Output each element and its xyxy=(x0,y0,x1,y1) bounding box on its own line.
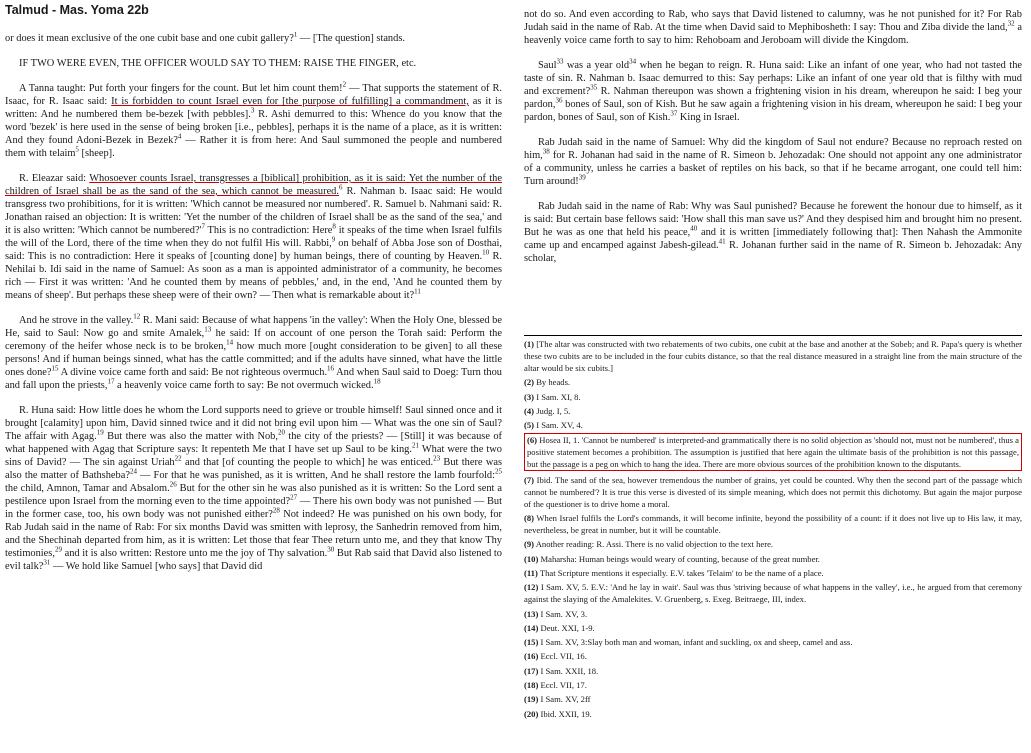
footnote: (18) Eccl. VII, 17. xyxy=(524,680,587,691)
footnote: (13) I Sam. XV, 3. xyxy=(524,608,588,619)
highlighted-footnote: (6) Hosea II, 1. 'Cannot be numbered' is interpreted-and grammatically there is no solid objection as 'should not, must not be numbered', thus a positive statement becomes a prohibition. The assumption is justified that here again the ultimate basis of the prohibition is not this passage, but the passage is a peg on which to hang the idea. There are more obvious sources of the prohibition known to the disputants. xyxy=(524,433,1022,471)
paragraph: not do so. And even according to Rab, who says that David listened to calumny, was he not punished for it? For Rab Judah said in the name of Rab. At the time when David said to Mephibosheth: I say: Thou and Ziba divide the land,$^{32}$ a heavenly voice came forth to say to him: Rehoboam and Jeroboam will divide the Kingdom. xyxy=(524,9,1022,46)
paragraph: or does it mean exclusive of the one cubit base and one cubit gallery?$^1$ — [The question] stands. xyxy=(5,32,405,44)
paragraph: Rab Judah said in the name of Samuel: Why did the kingdom of Saul not endure? Because no reproach rested on him,$^{38}$ for R. Johanan had said in the name of R. Simeon b. Jehozadak: One should not appoint any one administrator of a community, unless he carries a basket of reptiles on his back, so that if he became arrogant, one could tell him: Turn around!$^{39}$ xyxy=(524,137,1022,187)
paragraph: R. Eleazar said: Whosoever counts Israel, transgresses a [biblical] prohibition, as it is said: Yet the number of the children of Israel shall be as the sand of the sea, which cannot be measured.$^6$ R. Nahman b. Isaac said: He would transgress two prohibitions, for it is written: 'Which cannot be measured nor numbered'. R. Samuel b. Nahmani said: R. Jonathan raised an objection: It is written: 'Yet the number of the children of Israel shall be as the sand of the sea,' and it is also written: 'Which cannot be $numbered?'^7$ This is no contradiction: Here$^8$ it speaks of the time when Israel fulfils the will of the Lord, there of the time when they do not fulfil His will. Rabbi,$^9$ on behalf of Abba Jose son of Dosthai, said: This is no contradiction: Here it speaks of [counting done] by human beings, there of counting by Heaven.$^{10}$ R. Nehilai b. Idi said in the name of Samuel: As soon as a man is appointed administrator of a community, he becomes rich — First it was written: 'And he counted them by means of pebbles,' and, in the end, 'And he counted them by means of sheep'. But perhaps these sheep were of their own? — Then what is remarkable about it?$^{11}$ xyxy=(5,173,502,301)
footnote: (19) I Sam. XV, 2ff xyxy=(524,694,591,705)
footnote: (12) I Sam. XV, 5. E.V.: 'And he lay in wait'. Saul was thus 'striving because of what happens in the valley', i.e., he argued from that ceremony against the slaying of the Amalekites. V. Gruenberg, s. Exeg. Beitraege, III, index. xyxy=(524,582,1022,605)
footnote: (5) I Sam. XV, 4. xyxy=(524,420,583,431)
footnote: (14) Deut. XXI, 1-9. xyxy=(524,622,595,633)
left-column xyxy=(5,32,502,752)
right-column xyxy=(524,8,1022,338)
mishnah-heading: IF TWO WERE EVEN, THE OFFICER WOULD SAY TO THEM: RAISE THE FINGER, etc. xyxy=(19,58,417,69)
paragraph: A Tanna taught: Put forth your fingers for the count. But let him count them!$^2$ — That supports the statement of R. Isaac, for R. Isaac said: It is forbidden to count Israel even for [the purpose of fulfilling] a commandment, as it is written: And he numbered them be-bezek [with pebbles].$^3$ R. Ashi demurred to this: Whence do you know that the word 'bezek' is here used in the sense of being broken [i.e., pebbles], perhaps it is the name of a place, as it is written: And they found Adoni-Bezek in Bezek?$^4$ — Rather it is from here: And Saul summoned the people and numbered them with telaim$^5$ [sheep]. xyxy=(5,80,502,159)
paragraph: And he strove in the valley.$^{12}$ R. Mani said: Because of what happens 'in the valley': When the Holy One, blessed be He, said to Saul: Now go and smite Amalek,$^{13}$ he said: If on account of one person the Torah said: Perform the ceremony of the heifer whose neck is to be broken,$^{14}$ how much more [ought consideration to be given] to all these persons! And if human beings sinned, what has the cattle committed; and if the adults have sinned, what have the little ones done?$^{15}$ A divine voice came forth and said: Be not righteous overmuch.$^{16}$ And when Saul said to Doeg: Turn thou and fall upon the priests,$^{17}$ a heavenly voice came forth to say: Be not overmuch wicked.$^{18}$ xyxy=(5,312,502,391)
footnote: (20) Ibid. XXII, 19. xyxy=(524,708,592,719)
footnotes xyxy=(524,335,1022,753)
footnote: (1) [The altar was constructed with two rebatements of two cubits, one cubit at the base and another at the Sobeb; and R. Papa's query is whether these two cubits are to be included in the four cubits distance, so that the real distance measured in a straight line from the main structure of the altar would be six cubits.] xyxy=(524,339,1022,373)
footnote: (9) Another reading: R. Assi. There is no valid objection to the text here. xyxy=(524,539,774,550)
underlined-passage: Whosoever counts Israel, transgresses a [biblical] prohibition, as it is said: Yet the number of the children of Israel shall be as the sand of the sea, which cannot be measured. xyxy=(5,173,502,197)
underlined-passage: It is forbidden to count Israel even for [the purpose of fulfilling] a commandment, xyxy=(111,96,469,107)
footnote: (3) I Sam. XI, 8. xyxy=(524,391,581,402)
paragraph: R. Huna said: How little does he whom the Lord supports need to grieve or trouble himself! Saul sinned once and it brought [calamity] upon him, David sinned twice and it did not bring evil upon him — What was the one sin of Saul? The affair with Agag.$^{19}$ But there was also the matter with Nob,$^{20}$ the city of the priests? — [Still] it was because of what happened with Agag that Scripture says: It repenteth Me that I have set up Saul to be king.$^{21}$ What were the two sins of David? — The sin against Uriah$^{22}$ and that [of counting the people to which] he was enticed.$^{23}$ But there was also the matter of Bathsheba?$^{24}$ — For that he was punished, as it is written, And he shall restore the lamb fourfold:$^{25}$ the child, Amnon, Tamar and Absalom.$^{26}$ But for the other sin he was also punished as it is written: So the Lord sent a pestilence upon Israel from the morning even to the time appointed?$^{27}$ — There his own body was not punished — But in the former case, too, his own body was not punished either?$^{28}$ Not indeed? He was punished on his own body, for Rab Judah said in the name of Rab: For six months David was smitten with leprosy, the Sanhedrin removed from him, and the Shechinah departed from him, as it is written: Let those that fear Thee return unto me, and they that know Thy testimonies,$^{29}$ and it is also written: Restore unto me the joy of Thy salvation.$^{30}$ But Rab said that David also listened to evil talk?$^{31}$ — We hold like Samuel [who says] that David did xyxy=(5,405,502,572)
footnote: (7) Ibid. The sand of the sea, however tremendous the number of grains, yet could be counted. Why then the second part of the passage which cannot be numbered'? It is true this verse is divested of its simple meaning, which does not permit this dichotomy. But again the major purpose of the questioner is to drive home a moral. xyxy=(524,474,1022,509)
footnote: (15) I Sam. XV, 3:Slay both man and woman, infant and suckling, ox and sheep, camel and ass. xyxy=(524,637,853,648)
page-title: Talmud - Mas. Yoma 22b xyxy=(5,3,149,17)
footnote: (16) Eccl. VII, 16. xyxy=(524,651,587,662)
footnote: (10) Maharsha: Human beings would weary of counting, because of the great number. xyxy=(524,553,820,564)
paragraph: Rab Judah said in the name of Rab: Why was Saul punished? Because he forewent the honour due to himself, as it is said: But certain base fellows said: 'How shall this man save us?' And they despised him and brought him no present. But he was as one that held his peace,$^{40}$ and it is written [immediately following that]: Then Nahash the Ammonite came up and encamped against Jabesh-gilead.$^{41}$ R. Johanan further said in the name of R. Simeon b. Jehozadak: Any scholar, xyxy=(524,201,1022,264)
footnote: (8) When Israel fulfils the Lord's commands, it will become infinite, beyond the possibility of a count: if it does not live up to His law, it may, nevertheless, be great in number, but it will be countable. xyxy=(524,513,1022,536)
footnote: (17) I Sam. XXII, 18. xyxy=(524,665,599,676)
footnote: (11) That Scripture mentions it especially. E.V. takes 'Telaim' to be the name of a place. xyxy=(524,567,824,578)
paragraph: Saul$^{33}$ was a year old$^{34}$ when he began to reign. R. Huna said: Like an infant of one year, who had not tasted the taste of sin. R. Nahman b. Isaac demurred to this: Say perhaps: Like an infant of one year old that is filthy with mud and excrement?$^{35}$ R. Nahman thereupon was shown a frightening vision in his dream, whereupon he said: I beg your pardon,$^{36}$ bones of Saul, son of Kish. But he saw again a frightening vision in his dream, whereupon he said: I beg your pardon, bones of Saul, son of Kish.$^{37}$ King in Israel. xyxy=(524,57,1022,123)
footnote: (2) By heads. xyxy=(524,377,571,388)
footnote: (4) Judg. I, 5. xyxy=(524,405,571,416)
